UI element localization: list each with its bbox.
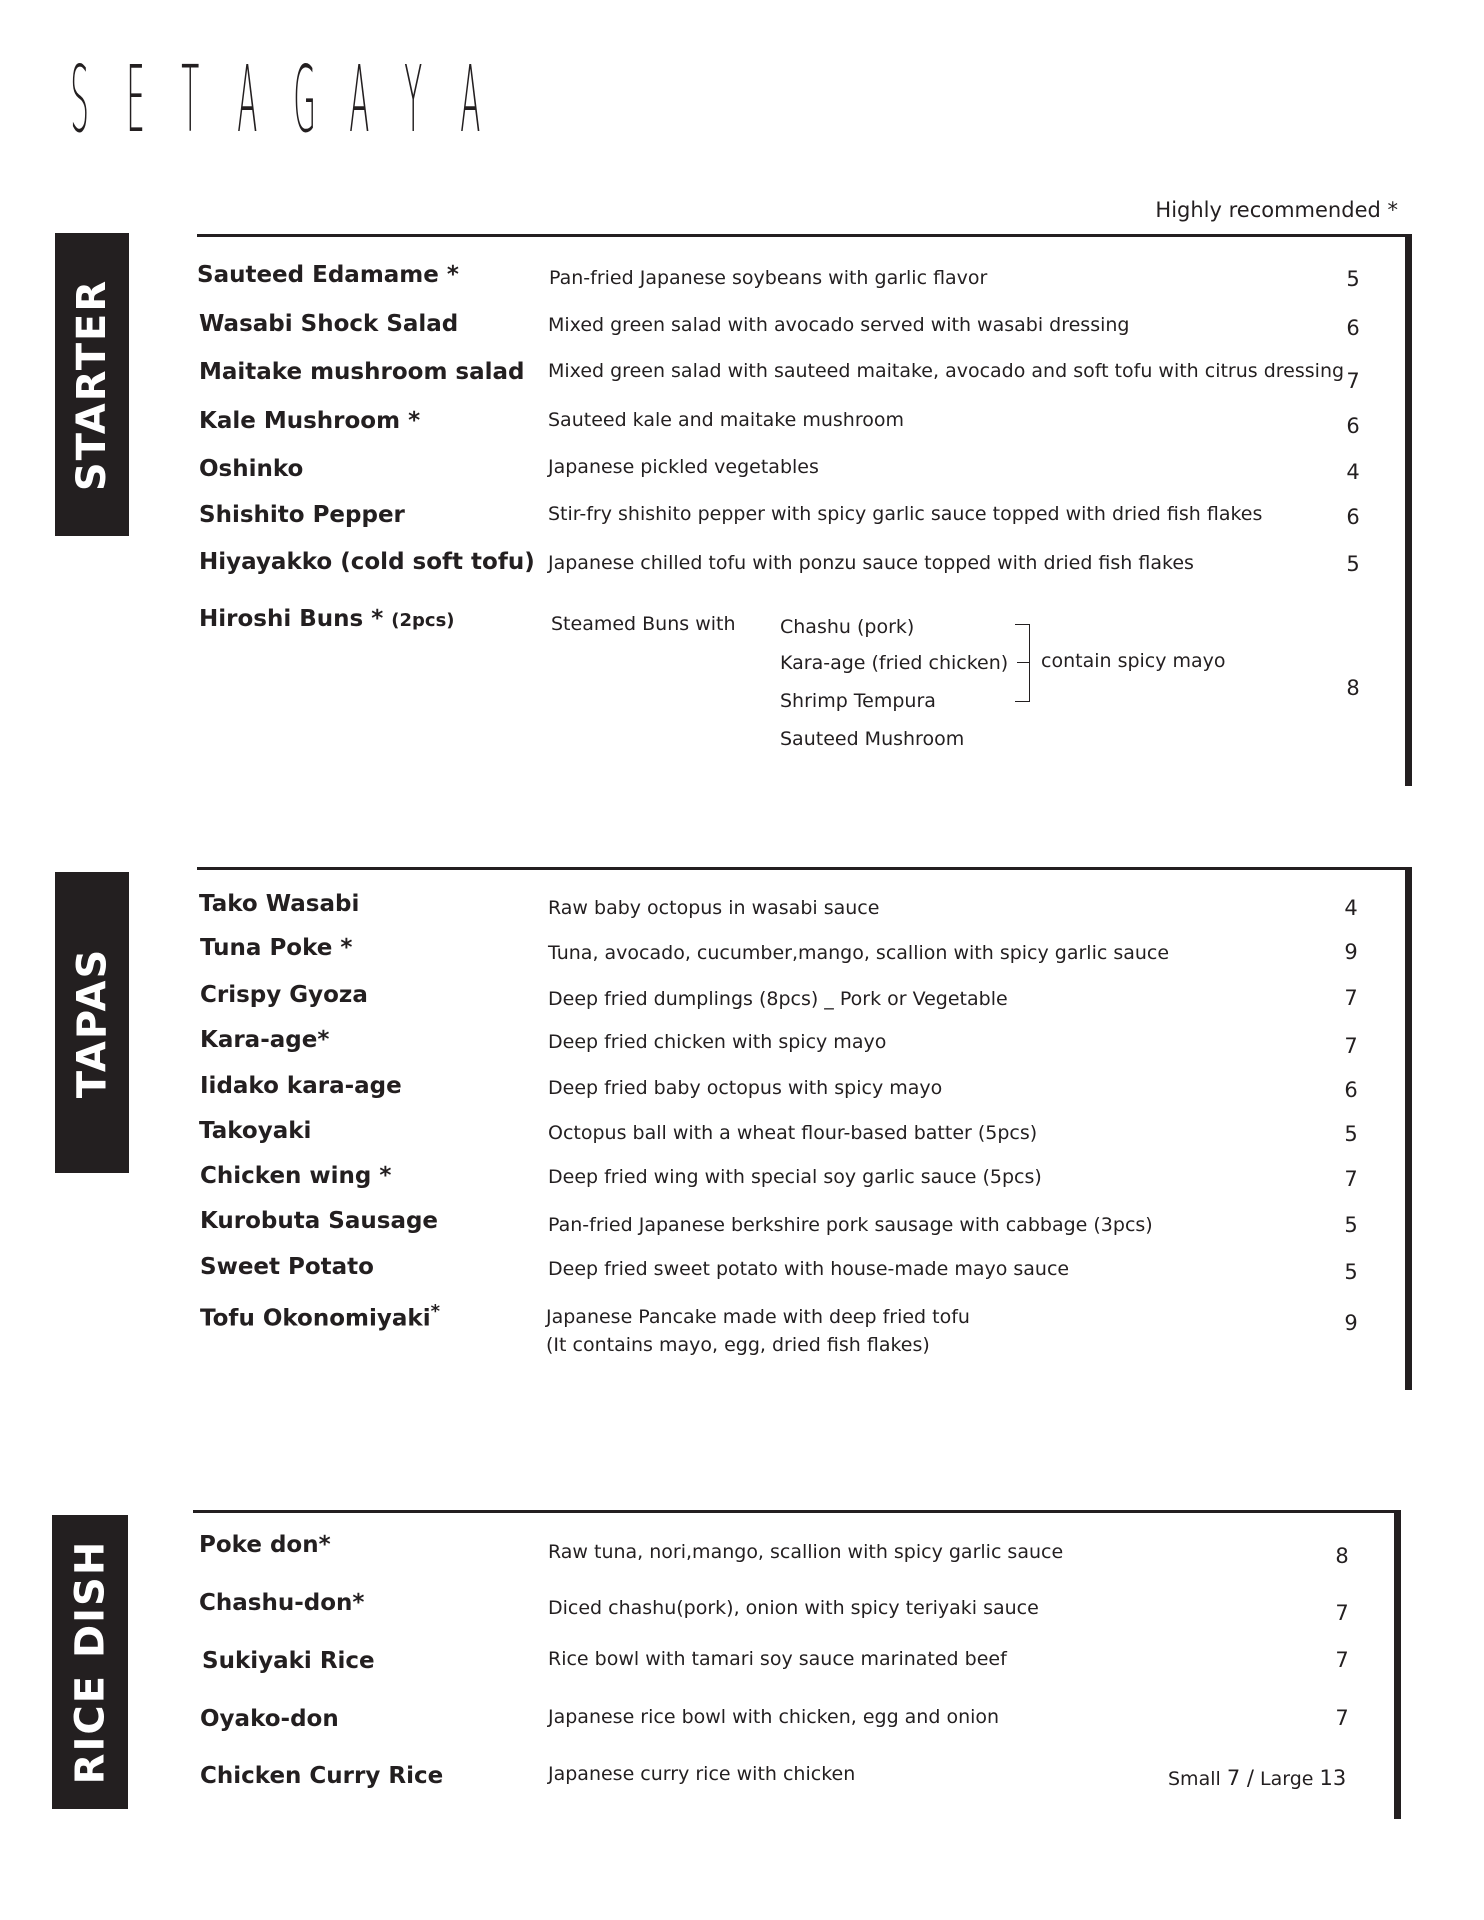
- item-name: Chicken wing *: [200, 1163, 392, 1189]
- item-description: Mixed green salad with sauteed maitake, avocado and soft tofu with citrus dressing: [548, 360, 1345, 382]
- section-title: TAPAS: [69, 947, 116, 1098]
- item-name: Iidako kara-age: [200, 1073, 402, 1099]
- item-name: Takoyaki: [199, 1118, 312, 1144]
- section-title: STARTER: [69, 278, 116, 491]
- item-description: Deep fried sweet potato with house-made mayo sauce: [548, 1258, 1070, 1280]
- item-price-sizes: [1168, 1766, 1346, 1790]
- logo-letter: A: [348, 46, 369, 153]
- item-price: 7: [1344, 986, 1358, 1010]
- item-description: Steamed Buns with: [551, 613, 736, 635]
- bun-option: Chashu (pork): [780, 616, 915, 638]
- item-description-note: (It contains mayo, egg, dried fish flakes): [546, 1334, 930, 1356]
- item-description: Deep fried chicken with spicy mayo: [548, 1031, 887, 1053]
- item-name: Sukiyaki Rice: [202, 1648, 375, 1674]
- item-price: 5: [1346, 267, 1360, 291]
- item-name: Tako Wasabi: [199, 891, 360, 917]
- item-name-text: Tofu Okonomiyaki: [200, 1305, 431, 1332]
- item-name: Maitake mushroom salad: [199, 359, 525, 385]
- item-price: 7: [1335, 1601, 1349, 1625]
- section-tab-tapas: [55, 872, 129, 1173]
- item-name: Kale Mushroom *: [199, 408, 421, 434]
- item-price: 5: [1344, 1122, 1358, 1146]
- item-description: Octopus ball with a wheat flour-based batter (5pcs): [548, 1122, 1038, 1144]
- logo-letter: G: [293, 46, 316, 153]
- item-description: Mixed green salad with avocado served with wasabi dressing: [548, 314, 1130, 336]
- item-price: 7: [1335, 1648, 1349, 1672]
- logo-letter: S: [70, 46, 89, 153]
- item-description: Japanese Pancake made with deep fried tofu: [546, 1306, 970, 1328]
- bun-option: Sauteed Mushroom: [780, 728, 965, 750]
- buns-qty: (2pcs): [391, 610, 455, 631]
- restaurant-logo: [60, 46, 481, 153]
- item-name: Chashu-don*: [199, 1590, 365, 1616]
- small-label: Small: [1168, 1768, 1221, 1790]
- item-description: Sauteed kale and maitake mushroom: [548, 409, 904, 431]
- recommended-star: *: [430, 1301, 440, 1322]
- item-description: Diced chashu(pork), onion with spicy teriyaki sauce: [548, 1597, 1039, 1619]
- item-name: Sauteed Edamame *: [197, 262, 459, 288]
- item-price: 6: [1346, 414, 1360, 438]
- item-price: 5: [1344, 1260, 1358, 1284]
- item-description: Stir-fry shishito pepper with spicy garlic sauce topped with dried fish flakes: [548, 503, 1263, 525]
- small-price: 7 /: [1226, 1766, 1254, 1790]
- item-name: Sweet Potato: [200, 1254, 374, 1280]
- item-price: 8: [1335, 1544, 1349, 1568]
- item-description: Japanese rice bowl with chicken, egg and onion: [548, 1706, 1000, 1728]
- item-price: 6: [1346, 316, 1360, 340]
- item-price: 6: [1344, 1078, 1358, 1102]
- section-title: RICE DISH: [67, 1539, 114, 1785]
- item-description: Tuna, avocado, cucumber,mango, scallion with spicy garlic sauce: [548, 942, 1170, 964]
- item-name: Oyako-don: [200, 1706, 339, 1732]
- item-price: 4: [1344, 896, 1358, 920]
- item-description: Rice bowl with tamari soy sauce marinated beef: [548, 1648, 1007, 1670]
- item-description: Japanese curry rice with chicken: [548, 1763, 856, 1785]
- item-description: Pan-fried Japanese soybeans with garlic flavor: [549, 267, 988, 289]
- item-description: Raw baby octopus in wasabi sauce: [548, 897, 880, 919]
- item-description: Japanese chilled tofu with ponzu sauce topped with dried fish flakes: [548, 552, 1194, 574]
- item-price: 6: [1346, 505, 1360, 529]
- item-name: Poke don*: [199, 1532, 331, 1558]
- item-name: [200, 1301, 440, 1332]
- item-name: Tuna Poke *: [200, 935, 353, 961]
- large-label: Large: [1260, 1768, 1314, 1790]
- logo-letter: E: [125, 46, 145, 153]
- item-name: Hiyayakko (cold soft tofu): [199, 549, 535, 575]
- item-price: 9: [1344, 940, 1358, 964]
- item-price: 4: [1346, 460, 1360, 484]
- bun-option: Kara-age (fried chicken): [780, 652, 1009, 674]
- item-name: Kara-age*: [200, 1027, 330, 1053]
- item-price: 7: [1346, 369, 1360, 393]
- section-tab-starter: [55, 233, 129, 536]
- item-price: 7: [1344, 1167, 1358, 1191]
- item-description: Japanese pickled vegetables: [548, 456, 819, 478]
- item-description: Pan-fried Japanese berkshire pork sausage with cabbage (3pcs): [548, 1214, 1153, 1236]
- item-price: 5: [1344, 1213, 1358, 1237]
- logo-letter: Y: [404, 46, 423, 153]
- item-description: Deep fried dumplings (8pcs) _ Pork or Vegetable: [548, 988, 1008, 1010]
- item-price: 5: [1346, 552, 1360, 576]
- section-tab-rice: [52, 1515, 128, 1809]
- item-name: Kurobuta Sausage: [200, 1208, 439, 1234]
- item-name: Crispy Gyoza: [200, 982, 368, 1008]
- item-price: 8: [1346, 676, 1360, 700]
- bracket-tick: [1017, 662, 1029, 663]
- item-price: 9: [1344, 1311, 1358, 1335]
- recommended-legend: Highly recommended *: [1155, 198, 1398, 222]
- item-price: 7: [1344, 1034, 1358, 1058]
- item-name: Chicken Curry Rice: [200, 1763, 444, 1789]
- item-description: Raw tuna, nori,mango, scallion with spicy garlic sauce: [548, 1541, 1064, 1563]
- logo-letter: T: [181, 46, 200, 153]
- item-name: [199, 606, 455, 632]
- item-name: Shishito Pepper: [199, 502, 405, 528]
- item-description: Deep fried baby octopus with spicy mayo: [548, 1077, 943, 1099]
- item-name: Oshinko: [199, 456, 304, 482]
- item-description: Deep fried wing with special soy garlic sauce (5pcs): [548, 1166, 1042, 1188]
- spicy-mayo-note: contain spicy mayo: [1041, 650, 1226, 672]
- bracket-divider: [1015, 624, 1030, 702]
- logo-letter: A: [460, 46, 481, 153]
- large-price: 13: [1319, 1766, 1347, 1790]
- item-name: Wasabi Shock Salad: [199, 311, 459, 337]
- logo-letter: A: [237, 46, 258, 153]
- bun-option: Shrimp Tempura: [780, 690, 936, 712]
- buns-name: Hiroshi Buns *: [199, 606, 384, 632]
- item-price: 7: [1335, 1706, 1349, 1730]
